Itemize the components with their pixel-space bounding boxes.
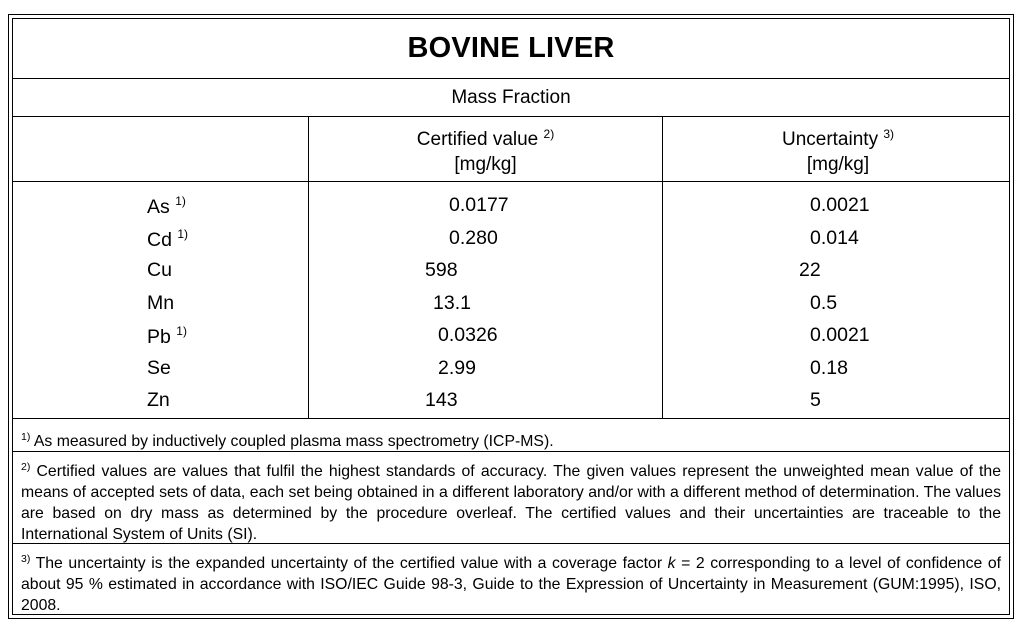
table-row	[13, 320, 1009, 352]
element-cell: Cu	[147, 259, 172, 281]
table-row	[13, 288, 1009, 320]
element-cell: Mn	[147, 292, 175, 314]
footnote-divider	[13, 543, 1009, 544]
uncertainty-cell: 0.18	[810, 357, 848, 379]
value-cell: 2.99	[438, 357, 476, 379]
value-cell: 0.0326	[438, 324, 498, 346]
footnote-3-text-end: = 2 corresponding to a level of confidence of about 95 % estimated in accordance with ISO/IEC Guide 98-3, Guide to the Expression of Uncertainty in Measurement (GUM:1995), ISO, 2008.	[21, 555, 1001, 614]
uncertainty-header	[663, 117, 1013, 181]
certified-value-label: Certified value	[416, 128, 539, 150]
uncertainty-cell: 0.0021	[810, 194, 870, 216]
element-cell: As $^{1)}$	[147, 194, 186, 218]
value-cell: 13.1	[433, 292, 471, 314]
mass-fraction-text: Mass Fraction	[451, 86, 571, 108]
footnote-divider	[13, 451, 1009, 452]
footnote-1-marker: 1)	[21, 431, 31, 443]
element-cell: Cd $^{1)}$	[147, 227, 189, 251]
uncertainty-footnote-ref: 3)	[883, 126, 895, 141]
uncertainty-cell: 22	[799, 259, 821, 281]
value-cell: 0.280	[449, 227, 498, 249]
footnote-1-text: As measured by inductively coupled plasma mass spectrometry (ICP-MS).	[33, 433, 554, 450]
coverage-factor-symbol: k	[667, 555, 676, 572]
table-row	[13, 353, 1009, 385]
data-rows	[13, 182, 1009, 419]
element-cell: Zn	[147, 389, 170, 411]
uncertainty-label: Uncertainty	[781, 128, 879, 150]
certified-value-header	[309, 117, 662, 181]
uncertainty-cell: 0.014	[810, 227, 859, 249]
footnote-2-marker: 2)	[21, 461, 31, 473]
footnote-3-marker: 3)	[21, 553, 31, 565]
title-text: BOVINE LIVER	[407, 32, 615, 64]
uncertainty-unit: [mg/kg]	[806, 153, 870, 175]
value-cell: 598	[425, 259, 458, 281]
footnote-3-text-start: The uncertainty is the expanded uncertainty of the certified value with a coverage factor	[35, 555, 668, 572]
uncertainty-cell: 0.5	[810, 292, 838, 314]
certified-value-footnote-ref: 2)	[543, 126, 555, 141]
value-cell: 0.0177	[449, 194, 509, 216]
mass-fraction-header	[13, 79, 1009, 117]
footnote-1	[21, 427, 1001, 452]
table-row	[13, 255, 1009, 287]
table-row	[13, 190, 1009, 222]
uncertainty-cell: 0.0021	[810, 324, 870, 346]
footnotes	[13, 419, 1009, 614]
table-row	[13, 385, 1009, 417]
certified-value-unit: [mg/kg]	[454, 153, 517, 175]
footnote-2-text: Certified values are values that fulfil the highest standards of accuracy. The given values represent the unweighted mean value of the means of accepted sets of data, each set being obtained in a different laboratory and/or with a different method of determination. The values are based on dry mass as determined by the procedure overleaf. The certified values and their uncertainties are traceable to the International System of Units (SI).	[21, 463, 1001, 543]
column-header-row	[13, 117, 1009, 182]
certificate-table	[12, 18, 1010, 615]
footnote-2	[21, 457, 1001, 545]
uncertainty-cell: 5	[810, 389, 821, 411]
footnote-3	[21, 549, 1001, 616]
value-cell: 143	[425, 389, 458, 411]
table-title	[13, 19, 1009, 79]
table-row	[13, 223, 1009, 255]
element-cell: Pb $^{1)}$	[147, 324, 187, 348]
certificate-table-frame	[8, 14, 1014, 619]
element-cell: Se	[147, 357, 171, 379]
